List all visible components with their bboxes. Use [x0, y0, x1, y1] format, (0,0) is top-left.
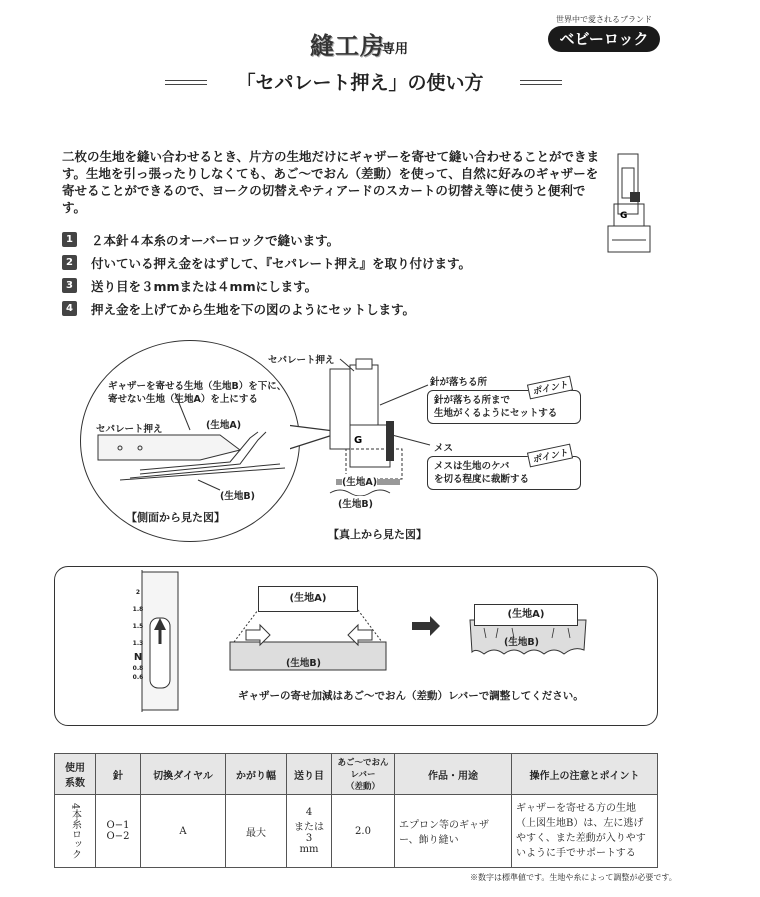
cell-feed: 4 または 3 mm: [287, 795, 332, 868]
dial-value: N: [133, 652, 143, 663]
brand-logo: ベビーロック: [548, 26, 660, 52]
step-number: 1: [62, 232, 77, 247]
panel-caption: ギャザーの寄せ加減はあご～でおん（差動）レバーで調整してください。: [238, 690, 584, 702]
side-view-caption: 【側面から見た図】: [126, 511, 225, 524]
cell-differential: 2.0: [332, 795, 395, 868]
cell-width: 最大: [226, 795, 287, 868]
top-separate-foot-label: セパレート押え: [268, 355, 335, 366]
dial-value: 1.5: [132, 623, 144, 630]
step-text: 付いている押え金をはずして、『セパレート押え』を取り付けます。: [91, 255, 472, 271]
before-fabric-a: (生地A): [258, 586, 358, 612]
top-g-label: G: [354, 435, 363, 446]
top-fabric-a-label: (生地A): [342, 474, 377, 488]
cell-use: エプロン等のギャザー、飾り縫い: [395, 795, 512, 868]
point-tag: ポイント: [527, 376, 573, 400]
step-1: [62, 228, 471, 251]
cell-tips: ギャザーを寄せる方の生地（上図生地B）は、左に逃げやすく、また差動が入りやすいように手でサポートする: [512, 795, 658, 868]
brand-tagline: 世界中で愛されるブランド: [556, 15, 652, 24]
col-feed: 送り目: [287, 754, 332, 795]
dial-value: 0.8: [132, 665, 144, 672]
step-3: [62, 274, 471, 297]
point-box-needle: [427, 390, 581, 424]
title-wrap: [160, 68, 560, 95]
machine-side-illustration: [604, 148, 664, 258]
logo-suffix: 専用: [382, 42, 409, 57]
point-text: メスは生地のケバ: [434, 461, 510, 472]
page-title: 「セパレート押え」の使い方: [236, 72, 484, 94]
top-view-caption: 【真上から見た図】: [328, 528, 427, 541]
cell-threads: 4本糸ロック: [55, 795, 96, 868]
cell-dial: A: [141, 795, 226, 868]
col-needle: 針: [96, 754, 141, 795]
intro-text: 二枚の生地を縫い合わせるとき、片方の生地だけにギャザーを寄せて縫い合わせることができます。生地を引っ張ったりしなくても、あご～でおん（差動）を使って、自然に好みのギャザーを寄せることができるので、ヨークの切替えやティアードのスカートの切替え等に使うと便利です。: [62, 149, 600, 215]
logo-text: 縫工房: [310, 31, 385, 60]
step-text: 送り目を３mmまたは４mmにします。: [91, 278, 318, 294]
col-differential: あご～でおんレバー （差動）: [332, 754, 395, 795]
top-fabric-b-label: (生地B): [338, 496, 373, 510]
step-text: 押え金を上げてから生地を下の図のようにセットします。: [91, 301, 416, 317]
differential-dial-drawing: [112, 570, 182, 712]
side-g-label: G: [620, 211, 628, 221]
before-fabric-b: (生地B): [286, 658, 321, 669]
table-header-row: [55, 754, 658, 795]
col-threads: 使用 系数: [55, 754, 96, 795]
step-number: 3: [62, 278, 77, 293]
dial-value: 2: [135, 589, 141, 596]
side-fabric-b-label: (生地B): [220, 491, 255, 502]
side-separate-foot-label: セパレート押え: [96, 424, 163, 435]
dial-value: 1.3: [132, 640, 144, 647]
point-tag: ポイント: [527, 444, 573, 468]
needle-drop-label: 針が落ちる所: [430, 377, 488, 388]
arrow-right-icon: [412, 616, 442, 636]
col-width: かがり幅: [226, 754, 287, 795]
table-row: [55, 795, 658, 868]
point-text: 針が落ちる所まで: [434, 395, 511, 406]
bubble-note-line2: 寄せない生地（生地A）を上にする: [108, 394, 258, 405]
col-tips: 操作上の注意とポイント: [512, 754, 658, 795]
cell-needle: O−1 O−2: [96, 795, 141, 868]
top-view-drawing: [300, 345, 460, 525]
step-number: 2: [62, 255, 77, 270]
knife-label: メス: [434, 443, 454, 454]
dial-value: 1.8: [132, 606, 144, 613]
dial-scale: [130, 584, 146, 682]
after-fabric-a: (生地A): [474, 604, 578, 626]
side-fabric-a-label: (生地A): [206, 420, 242, 431]
point-text: を切る程度に裁断する: [434, 474, 530, 485]
steps-list: [62, 228, 471, 320]
bubble-note-line1: ギャザーを寄せる生地（生地B）を下に、: [108, 381, 287, 392]
col-use: 作品・用途: [395, 754, 512, 795]
step-2: [62, 251, 471, 274]
step-number: 4: [62, 301, 77, 316]
step-text: ２本針４本糸のオーバーロックで縫います。: [91, 232, 340, 248]
dial-value: 0.6: [132, 674, 144, 681]
after-fabric-b: (生地B): [504, 637, 539, 648]
footnote: ※数字は標準値です。生地や糸によって調整が必要です。: [470, 873, 677, 882]
step-4: [62, 297, 471, 320]
point-text: 生地がくるようにセットする: [434, 408, 558, 419]
title-rule-right: [520, 80, 562, 85]
settings-table: [54, 753, 658, 868]
col-dial: 切換ダイヤル: [141, 754, 226, 795]
